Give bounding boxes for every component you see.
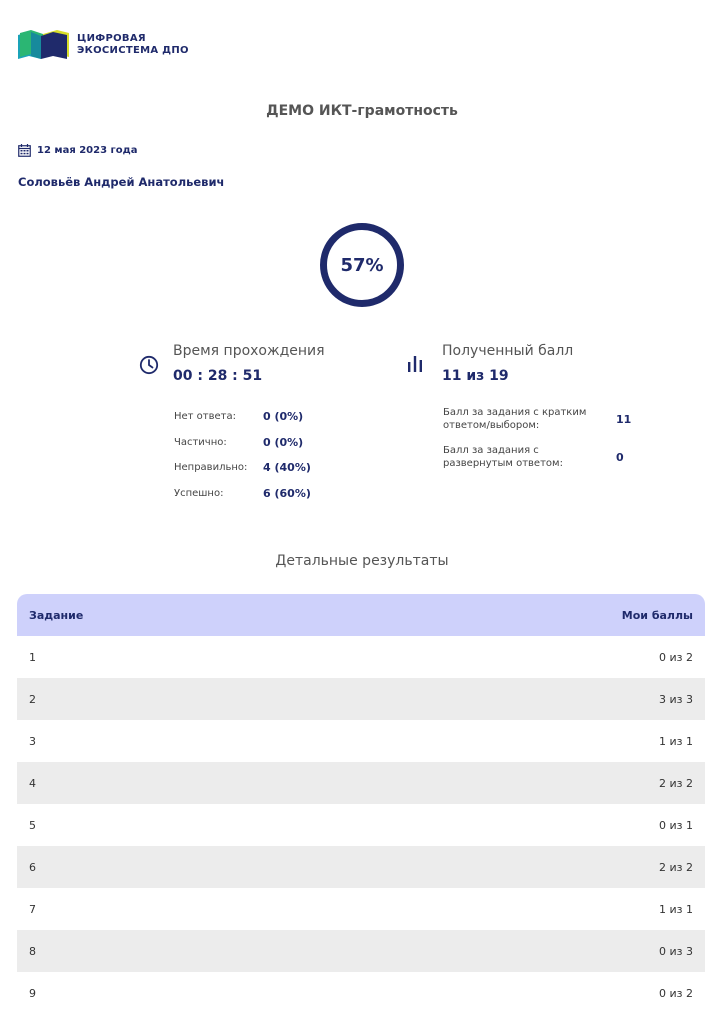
breakdown-value: 0 (0%) — [263, 435, 304, 449]
task-score: 2 из 2 — [659, 860, 693, 874]
table-header — [17, 594, 705, 636]
task-number: 7 — [29, 902, 36, 916]
breakdown-label: Частично: — [174, 436, 227, 448]
table-row — [17, 846, 705, 888]
page-title: ДЕМО ИКТ-грамотность — [266, 103, 458, 119]
task-number: 1 — [29, 650, 36, 664]
calendar-icon — [18, 144, 31, 157]
breakdown-row-wrong — [174, 455, 311, 481]
results-table — [17, 594, 705, 1014]
task-number: 8 — [29, 944, 36, 958]
score-percent: 57% — [340, 254, 384, 276]
brand-line-2: ЭКОСИСТЕМА ДПО — [77, 45, 189, 56]
table-row — [17, 888, 705, 930]
bar-chart-icon — [407, 355, 423, 373]
task-score: 1 из 1 — [659, 734, 693, 748]
clock-icon — [139, 355, 159, 375]
book-logo-icon — [17, 29, 71, 61]
table-row — [17, 720, 705, 762]
task-score: 2 из 2 — [659, 776, 693, 790]
breakdown-value: 0 (0%) — [263, 410, 304, 424]
task-number: 9 — [29, 986, 36, 1000]
column-header-task: Задание — [29, 608, 84, 622]
breakdown-value: 4 (40%) — [263, 461, 311, 475]
test-date — [18, 144, 137, 157]
answer-breakdown — [174, 404, 311, 506]
task-score: 0 из 1 — [659, 818, 693, 832]
breakdown-row-partial — [174, 430, 311, 456]
breakdown-label: Неправильно: — [174, 462, 248, 474]
date-text: 12 мая 2023 года — [37, 145, 138, 156]
brand-line-1: ЦИФРОВАЯ — [77, 33, 146, 44]
task-score: 0 из 3 — [659, 944, 693, 958]
table-row — [17, 804, 705, 846]
table-row — [17, 972, 705, 1014]
score-detail-value: 11 — [616, 413, 632, 426]
breakdown-label: Нет ответа: — [174, 411, 236, 423]
score-value: 11 из 19 — [442, 368, 509, 384]
task-number: 5 — [29, 818, 36, 832]
breakdown-row-no-answer — [174, 404, 311, 430]
task-number: 3 — [29, 734, 36, 748]
score-detail-label: Балл за задания с кратким ответом/выбором: — [443, 407, 587, 431]
brand-logo[interactable] — [17, 29, 189, 61]
score-detail-label: Балл за задания с развернутым ответом: — [443, 445, 563, 469]
task-score: 1 из 1 — [659, 902, 693, 916]
breakdown-row-success — [174, 481, 311, 507]
task-number: 4 — [29, 776, 36, 790]
task-score: 0 из 2 — [659, 986, 693, 1000]
breakdown-label: Успешно: — [174, 487, 224, 499]
task-score: 3 из 3 — [659, 692, 693, 706]
table-row — [17, 762, 705, 804]
time-title: Время прохождения — [173, 343, 325, 359]
table-row — [17, 678, 705, 720]
task-score: 0 из 2 — [659, 650, 693, 664]
task-number: 2 — [29, 692, 36, 706]
table-row — [17, 636, 705, 678]
column-header-score: Мои баллы — [621, 608, 693, 622]
task-number: 6 — [29, 860, 36, 874]
time-value: 00 : 28 : 51 — [173, 368, 263, 384]
results-title: Детальные результаты — [275, 553, 449, 569]
table-body — [17, 636, 705, 1014]
table-row — [17, 930, 705, 972]
breakdown-value: 6 (60%) — [263, 486, 311, 500]
score-detail-value: 0 — [616, 451, 624, 464]
score-title: Полученный балл — [442, 343, 574, 359]
student-name: Соловьёв Андрей Анатольевич — [18, 175, 225, 189]
